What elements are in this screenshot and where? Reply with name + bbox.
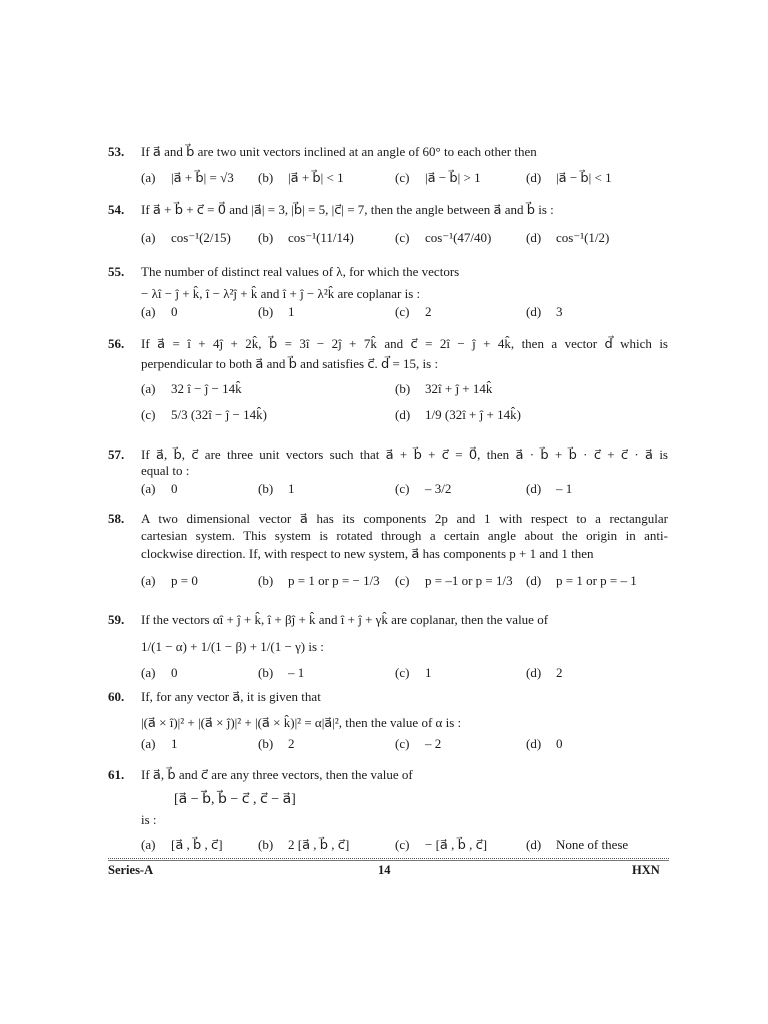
question-text: If, for any vector a⃗, it is given that bbox=[141, 689, 321, 704]
question-text: If a⃗ and b⃗ are two unit vectors inclined at an angle of 60° to each other then bbox=[141, 144, 537, 159]
option-label: (d) bbox=[526, 170, 542, 185]
option-label: (c) bbox=[395, 573, 410, 588]
question-text: cartesian system. This system is rotated through a certain angle about the origin in anti- bbox=[141, 528, 668, 543]
option-label: (c) bbox=[395, 837, 410, 852]
option-label: (c) bbox=[395, 736, 410, 751]
option-b bbox=[258, 481, 295, 497]
option-c bbox=[395, 837, 487, 853]
option-label: (d) bbox=[526, 665, 542, 680]
option-text: cos⁻¹(11/14) bbox=[288, 230, 354, 245]
option-label: (a) bbox=[141, 481, 156, 496]
option-b bbox=[258, 170, 344, 186]
question-text: If a⃗, b⃗ and c⃗ are any three vectors, then the value of bbox=[141, 767, 413, 782]
option-text: 2 bbox=[288, 736, 295, 751]
question-text: clockwise direction. If, with respect to new system, a⃗ has components p + 1 and 1 then bbox=[141, 546, 594, 561]
question-expression: [a⃗ − b⃗, b⃗ − c⃗ , c⃗ − a⃗] bbox=[174, 792, 296, 807]
option-text: 1 bbox=[171, 736, 178, 751]
option-label: (d) bbox=[526, 837, 542, 852]
option-text: – 1 bbox=[556, 481, 573, 496]
option-text: p = 0 bbox=[171, 573, 198, 588]
option-text: 1 bbox=[288, 304, 295, 319]
option-text: – 3/2 bbox=[425, 481, 452, 496]
question-text: perpendicular to both a⃗ and b⃗ and satisfies c⃗. d⃗ = 15, is : bbox=[141, 356, 439, 371]
option-text: None of these bbox=[556, 837, 629, 852]
option-c bbox=[395, 573, 513, 589]
option-text: cos⁻¹(2/15) bbox=[171, 230, 231, 245]
question-text: 1/(1 − α) + 1/(1 − β) + 1/(1 − γ) is : bbox=[141, 639, 324, 654]
option-label: (d) bbox=[526, 230, 542, 245]
question-number: 58. bbox=[108, 511, 125, 526]
option-text: |a⃗ − b⃗| > 1 bbox=[425, 170, 481, 185]
question-number: 53. bbox=[108, 144, 125, 159]
option-text: 0 bbox=[171, 665, 178, 680]
question-number: 60. bbox=[108, 689, 125, 704]
option-text: 32î + ĵ + 14k̂ bbox=[425, 381, 493, 396]
option-b bbox=[258, 304, 295, 320]
option-label: (c) bbox=[395, 230, 410, 245]
option-c bbox=[395, 304, 432, 320]
option-text: 0 bbox=[171, 481, 178, 496]
question-number: 61. bbox=[108, 767, 125, 782]
option-label: (b) bbox=[258, 573, 274, 588]
option-d bbox=[526, 481, 572, 497]
option-label: (c) bbox=[141, 407, 156, 422]
option-text: [a⃗ , b⃗ , c⃗] bbox=[171, 837, 223, 852]
option-a bbox=[141, 381, 242, 397]
question-text: If a⃗ = î + 4ĵ + 2k̂, b⃗ = 3î − 2ĵ + 7k̂ and c⃗ = 2î − ĵ + 4k̂, then a vector d⃗ which is bbox=[141, 336, 668, 351]
option-text: – 1 bbox=[288, 665, 305, 680]
option-label: (b) bbox=[258, 736, 274, 751]
option-text: p = 1 or p = – 1 bbox=[556, 573, 637, 588]
option-text: p = 1 or p = − 1/3 bbox=[288, 573, 380, 588]
option-a bbox=[141, 665, 178, 681]
option-label: (a) bbox=[141, 736, 156, 751]
option-c bbox=[395, 170, 481, 186]
option-label: (c) bbox=[395, 481, 410, 496]
option-label: (b) bbox=[258, 665, 274, 680]
option-label: (a) bbox=[141, 381, 156, 396]
option-b bbox=[258, 573, 380, 589]
footer-divider bbox=[108, 858, 669, 861]
option-d bbox=[526, 837, 628, 853]
option-text: 5/3 (32î − ĵ − 14k̂) bbox=[171, 407, 267, 422]
question-text: The number of distinct real values of λ, for which the vectors bbox=[141, 264, 460, 279]
option-label: (a) bbox=[141, 230, 156, 245]
option-label: (d) bbox=[526, 736, 542, 751]
question-text: − λî − ĵ + k̂, î − λ²ĵ + k̂ and î + ĵ − λ²k̂ are coplanar is : bbox=[141, 286, 421, 301]
option-label: (b) bbox=[258, 304, 274, 319]
option-text: 2 bbox=[556, 665, 563, 680]
option-d bbox=[526, 665, 563, 681]
option-text: − [a⃗ , b⃗ , c⃗] bbox=[425, 837, 488, 852]
option-text: cos⁻¹(1/2) bbox=[556, 230, 610, 245]
option-d bbox=[526, 736, 563, 752]
option-a bbox=[141, 736, 178, 752]
option-d bbox=[526, 573, 637, 589]
option-a bbox=[141, 573, 198, 589]
option-label: (a) bbox=[141, 304, 156, 319]
option-c bbox=[395, 665, 432, 681]
option-label: (b) bbox=[258, 170, 274, 185]
option-label: (c) bbox=[395, 304, 410, 319]
footer-code: HXN bbox=[632, 863, 660, 877]
option-label: (c) bbox=[395, 665, 410, 680]
option-text: 0 bbox=[171, 304, 178, 319]
option-label: (d) bbox=[526, 481, 542, 496]
option-b bbox=[258, 230, 354, 246]
footer-series: Series-A bbox=[108, 863, 154, 877]
option-label: (d) bbox=[395, 407, 411, 422]
question-number: 59. bbox=[108, 612, 125, 627]
option-text: p = –1 or p = 1/3 bbox=[425, 573, 513, 588]
option-text: cos⁻¹(47/40) bbox=[425, 230, 492, 245]
option-text: 1 bbox=[425, 665, 432, 680]
option-c bbox=[395, 481, 451, 497]
option-text: – 2 bbox=[425, 736, 442, 751]
option-c bbox=[395, 736, 441, 752]
option-label: (b) bbox=[258, 837, 274, 852]
question-number: 56. bbox=[108, 336, 125, 351]
option-label: (a) bbox=[141, 837, 156, 852]
option-label: (b) bbox=[395, 381, 411, 396]
option-text: 32 î − ĵ − 14k̂ bbox=[171, 381, 242, 396]
question-text: A two dimensional vector a⃗ has its components 2p and 1 with respect to a rectangular bbox=[141, 511, 668, 526]
option-label: (d) bbox=[526, 573, 542, 588]
question-text: |(a⃗ × î)|² + |(a⃗ × ĵ)|² + |(a⃗ × k̂)|² = α|a⃗|², then the value of α is : bbox=[141, 715, 462, 730]
question-number: 55. bbox=[108, 264, 125, 279]
option-d bbox=[526, 304, 563, 320]
question-text: If a⃗, b⃗, c⃗ are three unit vectors such that a⃗ + b⃗ + c⃗ = 0⃗, then a⃗ · b⃗ + b⃗ · c⃗ + c⃗ · a⃗ is bbox=[141, 447, 668, 462]
option-label: (a) bbox=[141, 170, 156, 185]
question-text: is : bbox=[141, 812, 157, 827]
question-number: 57. bbox=[108, 447, 125, 462]
option-text: 2 [a⃗ , b⃗ , c⃗] bbox=[288, 837, 350, 852]
question-text: If the vectors αî + ĵ + k̂, î + βĵ + k̂ and î + ĵ + γk̂ are coplanar, then the value of bbox=[141, 612, 549, 627]
option-c bbox=[395, 230, 491, 246]
option-text: 0 bbox=[556, 736, 563, 751]
page-number: 14 bbox=[378, 863, 391, 877]
option-label: (b) bbox=[258, 481, 274, 496]
option-a bbox=[141, 481, 178, 497]
option-b bbox=[258, 736, 295, 752]
option-a bbox=[141, 304, 178, 320]
option-label: (d) bbox=[526, 304, 542, 319]
option-text: 1/9 (32î + ĵ + 14k̂) bbox=[425, 407, 521, 422]
option-d bbox=[395, 407, 521, 423]
option-b bbox=[258, 665, 304, 681]
option-text: |a⃗ − b⃗| < 1 bbox=[556, 170, 612, 185]
question-text: If a⃗ + b⃗ + c⃗ = 0⃗ and |a⃗| = 3, |b⃗| = 5, |c⃗| = 7, then the angle between a⃗ and b⃗ is : bbox=[141, 202, 554, 217]
option-text: |a⃗ + b⃗| = √3 bbox=[171, 170, 234, 185]
option-label: (a) bbox=[141, 573, 156, 588]
option-label: (c) bbox=[395, 170, 410, 185]
option-text: 2 bbox=[425, 304, 432, 319]
option-text: 3 bbox=[556, 304, 563, 319]
option-label: (b) bbox=[258, 230, 274, 245]
option-text: 1 bbox=[288, 481, 295, 496]
option-a bbox=[141, 170, 234, 186]
option-c bbox=[141, 407, 267, 423]
option-b bbox=[395, 381, 492, 397]
question-text: equal to : bbox=[141, 463, 190, 478]
option-d bbox=[526, 170, 612, 186]
question-number: 54. bbox=[108, 202, 125, 217]
option-label: (a) bbox=[141, 665, 156, 680]
option-b bbox=[258, 837, 349, 853]
option-a bbox=[141, 837, 223, 853]
option-text: |a⃗ + b⃗| < 1 bbox=[288, 170, 344, 185]
option-d bbox=[526, 230, 609, 246]
option-a bbox=[141, 230, 231, 246]
